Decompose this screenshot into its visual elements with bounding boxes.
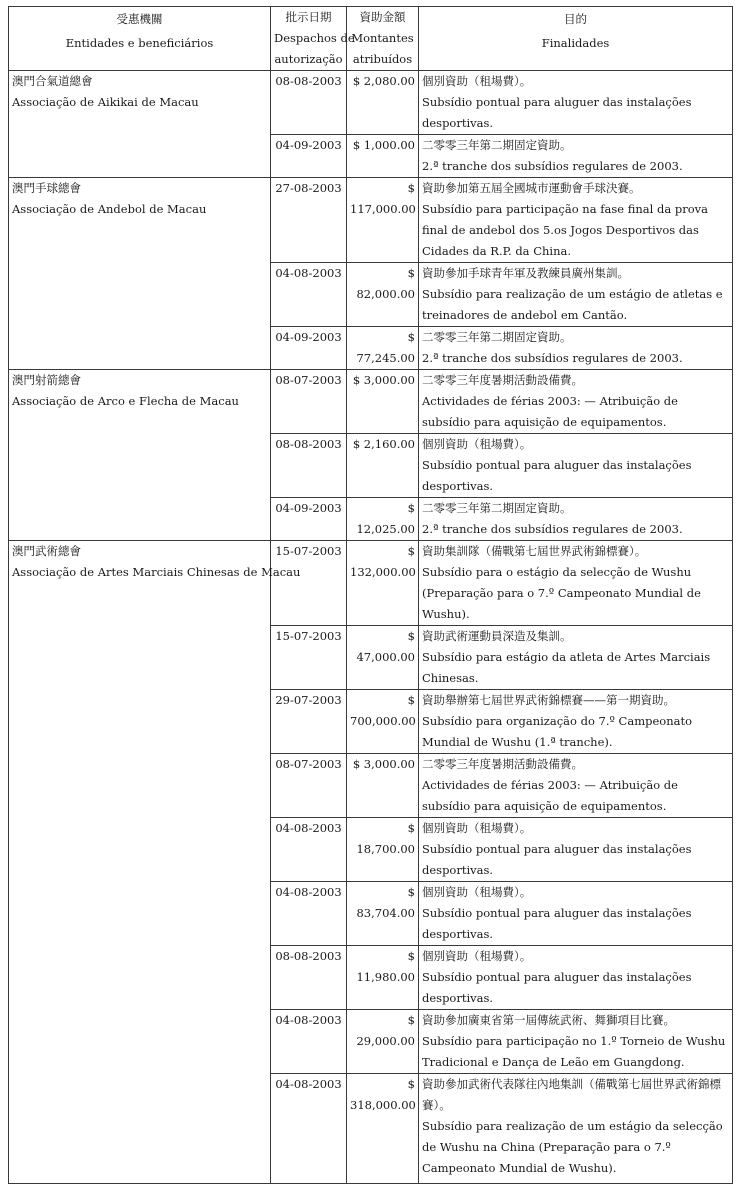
purpose-pt: Subsídio para estágio da atleta de Artes Marciais Chinesas. xyxy=(422,650,711,685)
purpose-pt: Subsídio para participação no 1.º Torneio de Wushu Tradicional e Dança de Leão em Guangdong. xyxy=(422,1034,726,1069)
entity-cell xyxy=(9,541,301,1184)
header-entity-pt: Entidades e beneficiários xyxy=(65,36,214,50)
purpose-zh: 二零零三年第二期固定資助。 xyxy=(422,501,572,515)
purpose-pt: Subsídio para realização de um estágio da selecção de Wushu na China (Preparação para o 7.º Campeonato Mundial de Wushu). xyxy=(422,1119,723,1175)
date-cell: 29-07-2003 xyxy=(271,690,347,754)
purpose-zh: 二零零三年度暑期活動設備費。 xyxy=(422,757,583,771)
purpose-zh: 二零零三年第二期固定資助。 xyxy=(422,138,572,152)
entity-cell xyxy=(9,71,271,178)
date-cell: 15-07-2003 xyxy=(271,541,347,626)
purpose-cell xyxy=(419,498,733,541)
date-cell: 04-08-2003 xyxy=(271,1074,347,1184)
purpose-pt: Actividades de férias 2003: — Atribuição de subsídio para aquisição de equipamentos. xyxy=(422,394,678,429)
entity-name-pt: Associação de Andebol de Macau xyxy=(12,202,207,216)
amount-cell: $ 82,000.00 xyxy=(347,263,419,327)
purpose-zh: 個別資助（租場費）。 xyxy=(422,949,532,963)
amount-cell: $ 18,700.00 xyxy=(347,818,419,882)
purpose-zh: 資助參加手球青年軍及教練員廣州集訓。 xyxy=(422,266,629,280)
header-entity-zh: 受惠機關 xyxy=(116,12,163,26)
table-header-row xyxy=(9,7,733,71)
purpose-pt: Subsídio pontual para aluguer das instalações desportivas. xyxy=(422,906,692,941)
date-cell: 04-08-2003 xyxy=(271,818,347,882)
header-date-zh: 批示日期 xyxy=(285,10,332,24)
purpose-cell xyxy=(419,690,733,754)
purpose-pt: 2.ª tranche dos subsídios regulares de 2003. xyxy=(422,351,683,365)
grants-table xyxy=(8,6,733,1184)
date-cell: 04-09-2003 xyxy=(271,327,347,370)
table-row xyxy=(9,178,733,263)
date-cell: 08-07-2003 xyxy=(271,370,347,434)
entity-cell xyxy=(9,370,271,541)
purpose-cell xyxy=(419,946,733,1010)
amount-cell: $ 29,000.00 xyxy=(347,1010,419,1074)
date-cell: 08-08-2003 xyxy=(271,71,347,135)
entity-name-pt: Associação de Arco e Flecha de Macau xyxy=(12,394,239,408)
date-cell: 04-08-2003 xyxy=(271,882,347,946)
purpose-cell xyxy=(419,370,733,434)
purpose-pt: Subsídio para realização de um estágio de atletas e treinadores de andebol em Cantão. xyxy=(422,287,723,322)
purpose-zh: 資助舉辦第七屆世界武術錦標賽——第一期資助。 xyxy=(422,693,675,707)
entity-name-zh: 澳門手球總會 xyxy=(12,181,81,195)
purpose-pt: Subsídio para participação na fase final da prova final de andebol dos 5.os Jogos Desportivos das Cidades da R.P. da China. xyxy=(422,202,708,258)
purpose-cell xyxy=(419,818,733,882)
purpose-cell xyxy=(419,135,733,178)
purpose-zh: 資助參加武術代表隊往內地集訓（備戰第七屆世界武術錦標賽）。 xyxy=(422,1077,721,1112)
purpose-zh: 二零零三年度暑期活動設備費。 xyxy=(422,373,583,387)
purpose-zh: 個別資助（租場費）。 xyxy=(422,821,532,835)
date-cell: 27-08-2003 xyxy=(271,178,347,263)
header-date-pt2: autorização xyxy=(274,52,343,66)
date-cell: 04-09-2003 xyxy=(271,498,347,541)
entity-name-zh: 澳門射箭總會 xyxy=(12,373,81,387)
entity-name-pt: Associação de Aikikai de Macau xyxy=(12,95,199,109)
amount-cell: $ 2,160.00 xyxy=(347,434,419,498)
amount-cell: $ 3,000.00 xyxy=(347,754,419,818)
amount-cell: $ 117,000.00 xyxy=(347,178,419,263)
amount-cell: $ 11,980.00 xyxy=(347,946,419,1010)
amount-cell: $ 12,025.00 xyxy=(347,498,419,541)
date-cell: 04-08-2003 xyxy=(271,263,347,327)
purpose-zh: 資助武術運動員深造及集訓。 xyxy=(422,629,572,643)
amount-cell: $ 3,000.00 xyxy=(347,370,419,434)
purpose-zh: 資助集訓隊（備戰第七屆世界武術錦標賽）。 xyxy=(422,544,647,558)
purpose-pt: Subsídio pontual para aluguer das instalações desportivas. xyxy=(422,842,692,877)
entity-name-pt: Associação de Artes Marciais Chinesas de Macau xyxy=(12,565,301,579)
amount-cell: $ 47,000.00 xyxy=(347,626,419,690)
purpose-cell xyxy=(419,1074,733,1184)
header-amount-pt1: Montantes xyxy=(351,31,414,45)
purpose-zh: 資助參加第五屆全國城市運動會手球決賽。 xyxy=(422,181,641,195)
header-amount-pt2: atribuídos xyxy=(352,52,413,66)
date-cell: 04-08-2003 xyxy=(271,1010,347,1074)
purpose-cell xyxy=(419,327,733,370)
header-date xyxy=(271,7,355,71)
purpose-cell xyxy=(419,178,733,263)
amount-cell: $ 2,080.00 xyxy=(347,71,419,135)
purpose-zh: 個別資助（租場費）。 xyxy=(422,885,532,899)
purpose-cell xyxy=(419,434,733,498)
amount-cell: $ 318,000.00 xyxy=(347,1074,419,1184)
purpose-pt: Subsídio para organização do 7.º Campeonato Mundial de Wushu (1.ª tranche). xyxy=(422,714,693,749)
purpose-cell xyxy=(419,1010,733,1074)
header-purpose-pt: Finalidades xyxy=(541,36,610,50)
table-row xyxy=(9,541,733,626)
purpose-pt: 2.ª tranche dos subsídios regulares de 2003. xyxy=(422,159,683,173)
amount-cell: $ 132,000.00 xyxy=(347,541,419,626)
purpose-pt: Subsídio pontual para aluguer das instalações desportivas. xyxy=(422,95,692,130)
purpose-pt: Subsídio para o estágio da selecção de Wushu (Preparação para o 7.º Campeonato Mundial de Wushu). xyxy=(422,565,701,621)
purpose-cell xyxy=(419,263,733,327)
amount-cell: $ 700,000.00 xyxy=(347,690,419,754)
entity-cell xyxy=(9,178,271,370)
purpose-zh: 資助參加廣東省第一屆傳統武術、舞獅項目比賽。 xyxy=(422,1013,675,1027)
date-cell: 08-08-2003 xyxy=(271,946,347,1010)
date-cell: 15-07-2003 xyxy=(271,626,347,690)
date-cell: 04-09-2003 xyxy=(271,135,347,178)
entity-name-zh: 澳門武術總會 xyxy=(12,544,81,558)
header-date-pt1: Despachos de xyxy=(274,31,355,45)
purpose-pt: Subsídio pontual para aluguer das instalações desportivas. xyxy=(422,458,692,493)
table-row xyxy=(9,370,733,434)
header-entity xyxy=(9,7,271,71)
purpose-pt: Actividades de férias 2003: — Atribuição de subsídio para aquisição de equipamentos. xyxy=(422,778,678,813)
purpose-zh: 二零零三年第二期固定資助。 xyxy=(422,330,572,344)
purpose-cell xyxy=(419,71,733,135)
header-amount xyxy=(347,7,419,71)
purpose-pt: Subsídio pontual para aluguer das instalações desportivas. xyxy=(422,970,692,1005)
amount-cell: $ 77,245.00 xyxy=(347,327,419,370)
entity-name-zh: 澳門合氣道總會 xyxy=(12,74,93,88)
grants-body xyxy=(9,71,733,1184)
purpose-cell xyxy=(419,882,733,946)
header-amount-zh: 資助金額 xyxy=(359,10,406,24)
header-purpose-zh: 目的 xyxy=(564,12,587,26)
date-cell: 08-07-2003 xyxy=(271,754,347,818)
header-purpose xyxy=(419,7,733,71)
purpose-zh: 個別資助（租場費）。 xyxy=(422,437,532,451)
amount-cell: $ 83,704.00 xyxy=(347,882,419,946)
purpose-cell xyxy=(419,626,733,690)
purpose-cell xyxy=(419,541,733,626)
date-cell: 08-08-2003 xyxy=(271,434,347,498)
purpose-zh: 個別資助（租場費）。 xyxy=(422,74,532,88)
table-row xyxy=(9,71,733,135)
purpose-pt: 2.ª tranche dos subsídios regulares de 2003. xyxy=(422,522,683,536)
document-page xyxy=(8,6,732,1184)
amount-cell: $ 1,000.00 xyxy=(347,135,419,178)
purpose-cell xyxy=(419,754,733,818)
